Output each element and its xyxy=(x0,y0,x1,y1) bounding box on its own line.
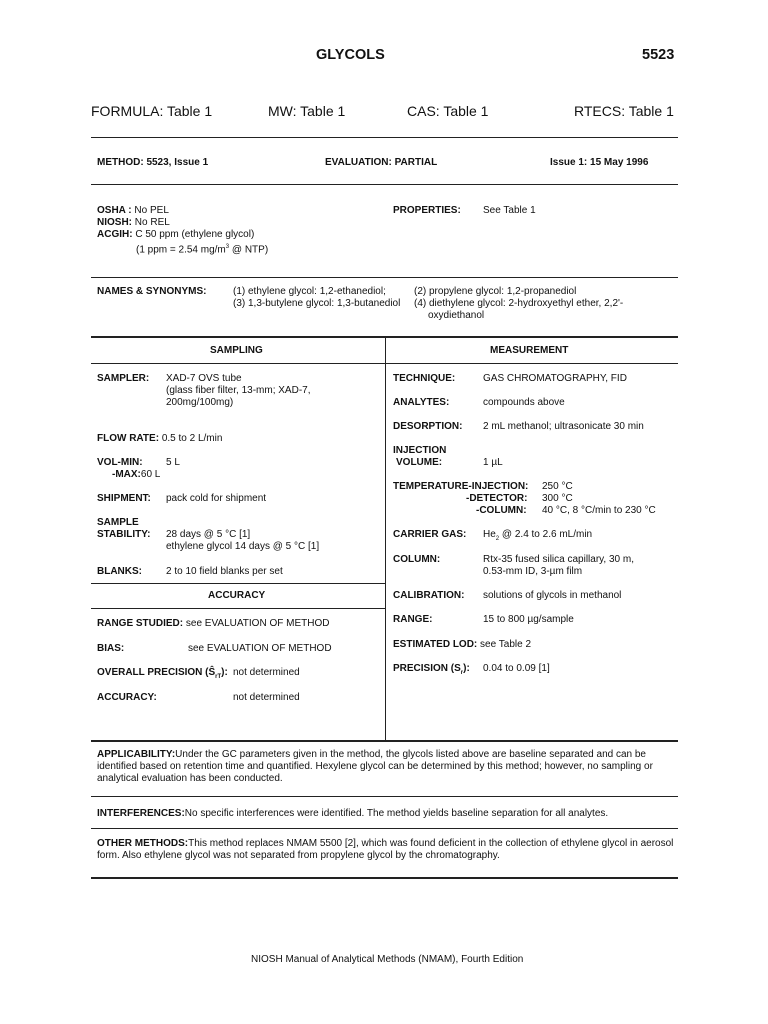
technique-label: TECHNIQUE: xyxy=(393,373,456,384)
applicability-section: APPLICABILITY:Under the GC parameters given in the method, the glycols listed above are baseline separated and can be identified based on retention time and quantified. Hexylene glycol can be determined by this method; however, no sampling or analytical evaluation has been conducted. xyxy=(97,749,653,784)
synonym-2: (2) propylene glycol: 1,2-propanediol xyxy=(414,286,577,297)
stability-label-continued: STABILITY: xyxy=(97,529,151,540)
vol-min-value: 5 L xyxy=(166,457,180,468)
divider xyxy=(91,184,678,185)
other-methods-section: OTHER METHODS:This method replaces NMAM 5500 [2], which was found deficient in the collection of ethylene glycol in aerosol form. Also ethylene glycol was not separated from propylene glycol by the chromatography. xyxy=(97,838,674,861)
divider xyxy=(91,796,678,797)
range-value: 15 to 800 µg/sample xyxy=(483,614,574,625)
range-label: RANGE: xyxy=(393,614,433,625)
properties-label: PROPERTIES: xyxy=(393,205,461,216)
injection-volume-label: VOLUME: xyxy=(396,457,443,468)
divider xyxy=(91,877,678,879)
shipment-value: pack cold for shipment xyxy=(166,493,267,504)
accuracy-heading: ACCURACY xyxy=(208,590,266,601)
overall-precision-label: OVERALL PRECISION $(Ŝ_{rT})$: xyxy=(97,667,228,680)
desorption-label: DESORPTION: xyxy=(393,421,463,432)
calibration-label: CALIBRATION: xyxy=(393,590,465,601)
calibration-value: solutions of glycols in methanol xyxy=(483,590,622,601)
precision-value: 0.04 to 0.09 [1] xyxy=(483,663,550,674)
column-divider xyxy=(385,337,386,741)
rtecs-number: RTECS: Table 1 xyxy=(574,103,674,119)
stability-label: SAMPLE xyxy=(97,517,139,528)
measurement-heading: MEASUREMENT xyxy=(490,345,569,356)
osha-limit: OSHA : No PEL xyxy=(97,205,169,216)
method-id: METHOD: 5523, Issue 1 xyxy=(97,157,209,168)
synonym-3: (3) 1,3-butylene glycol: 1,3-butanediol xyxy=(233,298,401,309)
injection-label: INJECTION xyxy=(393,445,447,456)
interferences-section: INTERFERENCES:No specific interferences were identified. The method yields baseline separation for all analytes. xyxy=(97,808,609,819)
column-value: Rtx-35 fused silica capillary, 30 m, xyxy=(483,554,634,565)
sampler-value: XAD-7 OVS tube xyxy=(166,373,242,384)
flow-rate: FLOW RATE: 0.5 to 2 L/min xyxy=(97,433,223,444)
column-label: COLUMN: xyxy=(393,554,441,565)
carrier-gas-value: $He_2$ @ 2.4 to 2.6 mL/min xyxy=(483,529,593,542)
blanks-value: 2 to 10 field blanks per set xyxy=(166,566,283,577)
estimated-lod: ESTIMATED LOD: see Table 2 xyxy=(393,639,532,650)
formula: FORMULA: Table 1 xyxy=(91,103,213,119)
divider xyxy=(91,583,385,584)
properties-value: See Table 1 xyxy=(483,205,536,216)
analytes-label: ANALYTES: xyxy=(393,397,450,408)
divider xyxy=(91,828,678,829)
issue-date: Issue 1: 15 May 1996 xyxy=(550,157,649,168)
bias-value: see EVALUATION OF METHOD xyxy=(188,643,332,654)
range-studied: RANGE STUDIED: see EVALUATION OF METHOD xyxy=(97,618,330,629)
vol-min-label: VOL-MIN: xyxy=(97,457,143,468)
synonym-4: (4) diethylene glycol: 2-hydroxyethyl ether, 2,2'- xyxy=(414,298,624,309)
bias-label: BIAS: xyxy=(97,643,125,654)
sampler-detail: (glass fiber filter, 13-mm; XAD-7, xyxy=(166,385,311,396)
footer-text: NIOSH Manual of Analytical Methods (NMAM), Fourth Edition xyxy=(251,954,524,965)
temperature-injection-label: TEMPERATURE-INJECTION: xyxy=(393,481,529,492)
carrier-gas-label: CARRIER GAS: xyxy=(393,529,467,540)
synonym-4-continued: oxydiethanol xyxy=(428,310,485,321)
stability-value-ethylene: ethylene glycol 14 days @ 5 °C [1] xyxy=(166,541,320,552)
temperature-injection-value: 250 °C xyxy=(542,481,573,492)
vol-max: -MAX:60 L xyxy=(112,469,161,480)
names-synonyms-label: NAMES & SYNONYMS: xyxy=(97,286,207,297)
sampling-heading: SAMPLING xyxy=(210,345,263,356)
overall-precision-value: not determined xyxy=(233,667,300,678)
sampler-detail-continued: 200mg/100mg) xyxy=(166,397,234,408)
sampler-label: SAMPLER: xyxy=(97,373,150,384)
temperature-detector-label: -DETECTOR: xyxy=(466,493,528,504)
method-number: 5523 xyxy=(642,47,675,63)
temperature-detector-value: 300 °C xyxy=(542,493,573,504)
accuracy-label: ACCURACY: xyxy=(97,692,157,703)
divider xyxy=(91,137,678,138)
synonym-1: (1) ethylene glycol: 1,2-ethanediol; xyxy=(233,286,386,297)
divider xyxy=(91,608,385,609)
temperature-column-value: 40 °C, 8 °C/min to 230 °C xyxy=(542,505,656,516)
technique-value: GAS CHROMATOGRAPHY, FID xyxy=(483,373,627,384)
blanks-label: BLANKS: xyxy=(97,566,142,577)
column-value-continued: 0.53-mm ID, 3-µm film xyxy=(483,566,583,577)
shipment-label: SHIPMENT: xyxy=(97,493,151,504)
stability-value: 28 days @ 5 °C [1] xyxy=(166,529,251,540)
accuracy-value: not determined xyxy=(233,692,300,703)
precision-label: PRECISION $(S_r)$: xyxy=(393,663,470,676)
document-title: GLYCOLS xyxy=(316,47,385,63)
temperature-column-label: -COLUMN: xyxy=(476,505,527,516)
evaluation-status: EVALUATION: PARTIAL xyxy=(325,157,438,168)
acgih-conversion-note: (1 ppm = 2.54 $mg/m^3$ @ NTP) xyxy=(136,244,269,256)
analytes-value: compounds above xyxy=(483,397,565,408)
cas-number: CAS: Table 1 xyxy=(407,103,489,119)
niosh-limit: NIOSH: No REL xyxy=(97,217,170,228)
divider xyxy=(91,277,678,278)
acgih-limit: ACGIH: C 50 ppm (ethylene glycol) xyxy=(97,229,255,240)
molecular-weight: MW: Table 1 xyxy=(268,103,346,119)
injection-volume-value: 1 µL xyxy=(483,457,503,468)
divider xyxy=(91,740,678,742)
desorption-value: 2 mL methanol; ultrasonicate 30 min xyxy=(483,421,644,432)
